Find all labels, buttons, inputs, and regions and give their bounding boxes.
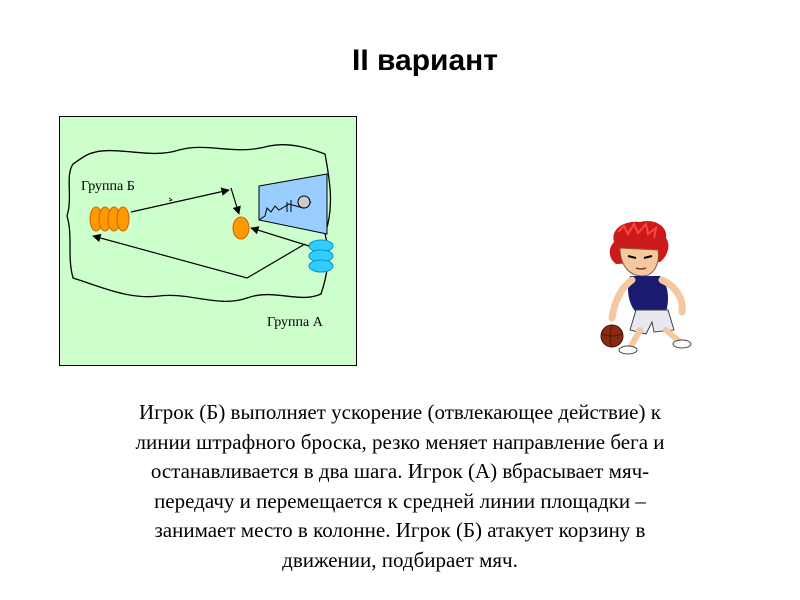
basketball-player-image bbox=[596, 218, 696, 356]
player-b bbox=[233, 217, 249, 239]
caption-line: движении, подбирает мяч. bbox=[282, 547, 518, 572]
group-b-label: Группа Б bbox=[81, 179, 135, 194]
caption-line: линии штрафного броска, резко меняет направление бега и bbox=[135, 429, 665, 454]
caption-line: передачу и перемещается к средней линии площадки – bbox=[154, 488, 646, 513]
drill-description bbox=[40, 398, 760, 575]
caption-line: занимает место в колонне. Игрок (Б) атакует корзину в bbox=[154, 518, 646, 542]
group-a-player bbox=[309, 260, 333, 272]
caption-line: Игрок (Б) выполняет ускорение (отвлекающее действие) к bbox=[139, 400, 661, 424]
basketball-player-svg bbox=[596, 218, 696, 356]
drill-diagram bbox=[59, 116, 357, 366]
player-face bbox=[620, 248, 658, 276]
slide-title: II вариант bbox=[351, 44, 498, 77]
drill-diagram-svg bbox=[59, 116, 357, 366]
player-shoe bbox=[673, 340, 691, 348]
group-a-label: Группа А bbox=[267, 315, 323, 330]
player-arm-left bbox=[612, 280, 632, 318]
caption-line: останавливается в два шага. Игрок (А) вбрасывает мяч- bbox=[150, 459, 650, 483]
group-b-player bbox=[117, 207, 129, 231]
ball bbox=[298, 196, 310, 208]
player-leg bbox=[630, 330, 640, 348]
player-shoe bbox=[619, 346, 637, 354]
